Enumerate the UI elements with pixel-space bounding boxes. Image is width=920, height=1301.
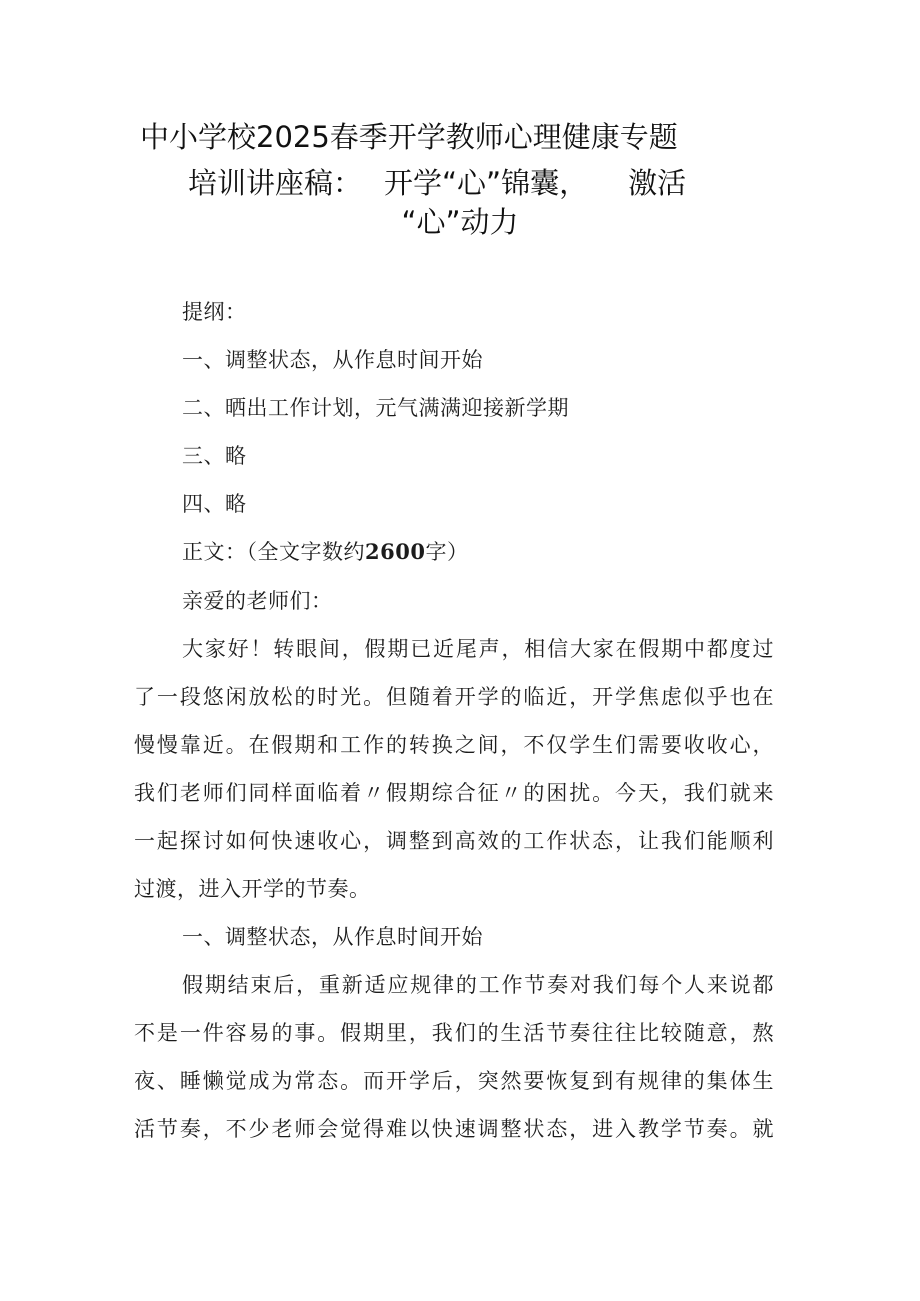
title-line-2-part-c: 激活 <box>628 166 687 200</box>
outline-heading: 提纲： <box>182 300 247 324</box>
paragraph-2-line: 假期结束后，重新适应规律的工作节奏对我们每个人来说都 <box>182 973 774 997</box>
paragraph-2-line: 夜、睡懒觉成为常态。而开学后，突然要恢复到有规律的集体生 <box>134 1069 774 1093</box>
body-label-prefix: 正文：（全文字数约 <box>182 540 365 564</box>
section-1-heading: 一、调整状态，从作息时间开始 <box>182 925 483 949</box>
paragraph-1-line: 一起探讨如何快速收心，调整到高效的工作状态，让我们能顺利 <box>134 829 774 853</box>
paragraph-1-line: 过渡，进入开学的节奏。 <box>134 877 371 901</box>
paragraph-2-line: 活节奏，不少老师会觉得难以快速调整状态，进入教学节奏。就 <box>134 1117 774 1141</box>
title-line-2 <box>188 163 848 203</box>
title-line-1: 中小学校2025春季开学教师心理健康专题 <box>140 120 678 154</box>
paragraph-1-line: 大家好！转眼间，假期已近尾声，相信大家在假期中都度过 <box>182 637 774 661</box>
body-label <box>182 537 822 567</box>
paragraph-1-line: 了一段悠闲放松的时光。但随着开学的临近，开学焦虑似乎也在 <box>134 685 774 709</box>
word-count: 2600 <box>365 539 426 564</box>
outline-item: 三、略 <box>182 444 247 468</box>
paragraph-2-line: 不是一件容易的事。假期里，我们的生活节奏往往比较随意，熬 <box>134 1021 774 1045</box>
outline-item: 一、调整状态，从作息时间开始 <box>182 348 483 372</box>
outline-item: 二、晒出工作计划，元气满满迎接新学期 <box>182 396 569 420</box>
body-label-suffix: 字） <box>425 540 469 564</box>
paragraph-1-line: 我们老师们同样面临着〃假期综合征〃的困扰。今天，我们就来 <box>134 781 774 805</box>
title-line-2-part-a: 培训讲座稿： <box>188 166 363 200</box>
title-line-2-part-b: 开学“心”锦囊， <box>384 166 589 200</box>
greeting: 亲爱的老师们： <box>182 589 333 613</box>
paragraph-1-line: 慢慢靠近。在假期和工作的转换之间，不仅学生们需要收收心， <box>134 733 774 757</box>
title-line-3: “心”动力 <box>401 205 519 239</box>
outline-item: 四、略 <box>182 492 247 516</box>
